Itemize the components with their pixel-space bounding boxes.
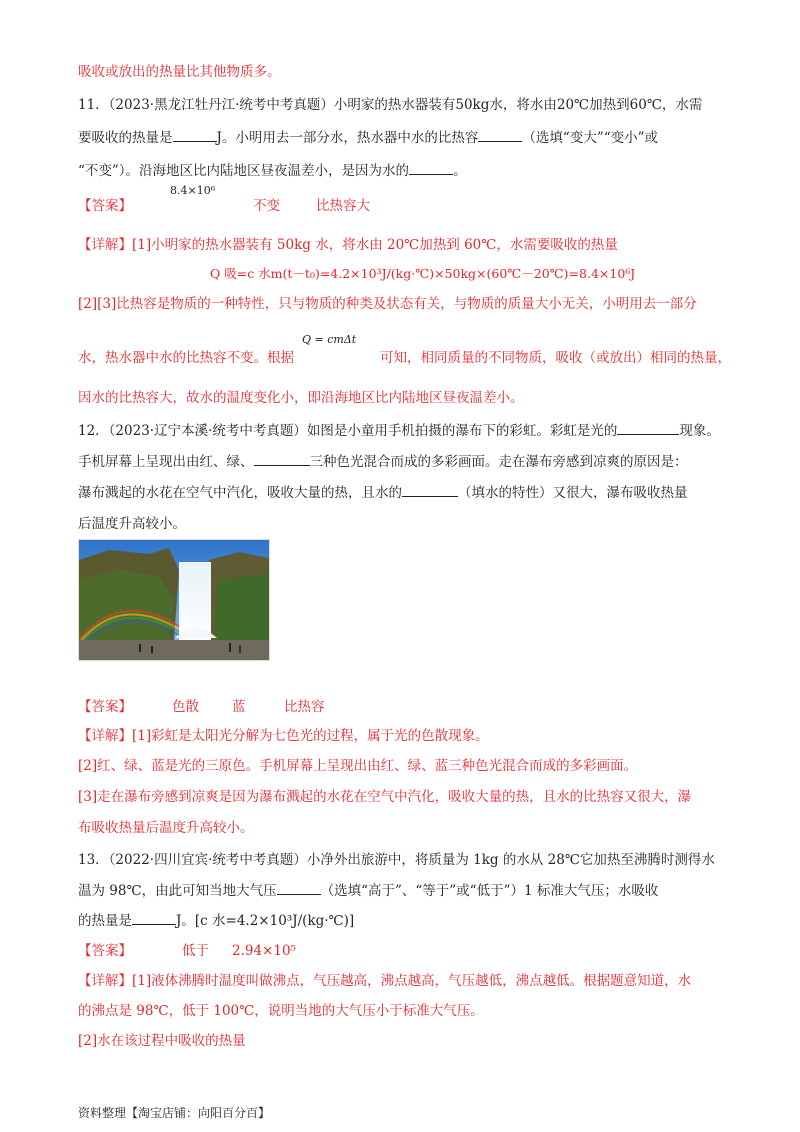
question-12-line-3: 瀑布溅起的水花在空气中汽化，吸收大量的热，且水的 （填水的特性）又很大，瀑布吸收热量: [78, 485, 688, 501]
answer-blank: [402, 484, 458, 497]
detail-12-line-4: 布吸收热量后温度升高较小。: [78, 820, 254, 836]
detail-13-line-1: 【详解】[1]液体沸腾时温度叫做沸点，气压越高，沸点越高，气压越低，沸点越低。根据题意知道，水: [78, 973, 692, 989]
question-12-line-2: 手机屏幕上呈现出由红、绿、 三种色光混合而成的多彩画面。走在瀑布旁感到凉爽的原因是：: [78, 454, 688, 470]
question-11-line-1: 11．（2023·黑龙江牡丹江·统考中考真题）小明家的热水器装有50kg水，将水由20℃加热到60℃，水需: [78, 97, 703, 113]
footer-source: 资料整理【淘宝店铺：向阳百分百】: [78, 1106, 271, 1120]
answer-11-value-3: 比热容大: [316, 198, 370, 214]
answer-12-value-3: 比热容: [284, 699, 325, 715]
answer-11-value-1: 8.4×10⁶: [170, 184, 216, 197]
answer-13-value-2: 2.94×10⁵: [232, 943, 296, 959]
detail-12-line-3: [3]走在瀑布旁感到凉爽是因为瀑布溅起的水花在空气中汽化，吸收大量的热，且水的比热容又很大，瀑: [78, 789, 692, 805]
question-13-line-2: 温为 98℃，由此可知当地大气压 （选填“高于”、“等于”或“低于”）1 标准大气压；水吸收: [78, 883, 659, 899]
detail-11-line-1: 【详解】[1]小明家的热水器装有 50kg 水，将水由 20℃加热到 60℃，水需要吸收的热量: [78, 237, 618, 253]
answer-12-value-1: 色散: [172, 699, 199, 715]
answer-blank: [254, 453, 310, 466]
answer-blank: [409, 162, 453, 175]
detail-13-line-3: [2]水在该过程中吸收的热量: [78, 1033, 246, 1049]
answer-13-value-1: 低于: [182, 943, 209, 959]
answer-12: 【答案】: [78, 699, 132, 715]
waterfall-rainbow-photo: [78, 539, 270, 661]
question-12-line-1: 12．（2023·辽宁本溪·统考中考真题）如图是小童用手机拍摄的瀑布下的彩虹。彩虹是光的 现象。: [78, 423, 720, 439]
question-13-line-1: 13．（2022·四川宜宾·统考中考真题）小净外出旅游中，将质量为 1kg 的水从 28℃它加热至沸腾时测得水: [78, 852, 715, 868]
detail-11-equation: Q = cmΔt: [302, 333, 357, 346]
text-line: 吸收或放出的热量比其他物质多。: [78, 64, 281, 80]
question-13-line-3: 的热量是 J。[c 水=4.2×10³J/(kg·℃)]: [78, 913, 355, 929]
answer-11-value-2: 不变: [253, 198, 280, 214]
question-11-line-2: 要吸收的热量是 J。小明用去一部分水，热水器中水的比热容 （选填“变大”“变小”或: [78, 130, 659, 146]
answer-blank: [173, 129, 217, 142]
answer-12-value-2: 蓝: [232, 699, 246, 715]
answer-blank: [478, 129, 522, 142]
answer-blank: [277, 882, 321, 895]
answer-blank: [617, 422, 679, 435]
question-12-line-4: 后温度升高较小。: [78, 516, 186, 532]
detail-13-line-2: 的沸点是 98℃，低于 100℃，说明当地的大气压小于标准大气压。: [78, 1003, 484, 1019]
detail-11-line-3: 水，热水器中水的比热容不变。根据 可知，相同质量的不同物质，吸收（或放出）相同的热量，: [78, 350, 731, 366]
answer-13: 【答案】: [78, 943, 132, 959]
answer-11: 【答案】: [78, 198, 132, 214]
detail-11-formula: Q 吸=c 水m(t－t₀)=4.2×10³J/(kg·℃)×50kg×(60℃－20℃)=8.4×10⁶J: [210, 266, 636, 281]
detail-12-line-1: 【详解】[1]彩虹是太阳光分解为七色光的过程，属于光的色散现象。: [78, 728, 489, 744]
detail-11-line-4: 因水的比热容大，故水的温度变化小，即沿海地区比内陆地区昼夜温差小。: [78, 390, 524, 406]
detail-11-line-2: [2][3]比热容是物质的一种特性，只与物质的种类及状态有关，与物质的质量大小无关，小明用去一部分: [78, 296, 697, 312]
answer-blank: [132, 912, 176, 925]
question-11-line-3: “不变”）。沿海地区比内陆地区昼夜温差小，是因为水的 。: [78, 163, 467, 179]
detail-12-line-2: [2]红、绿、蓝是光的三原色。手机屏幕上呈现出由红、绿、蓝三种色光混合而成的多彩画面。: [78, 758, 638, 774]
